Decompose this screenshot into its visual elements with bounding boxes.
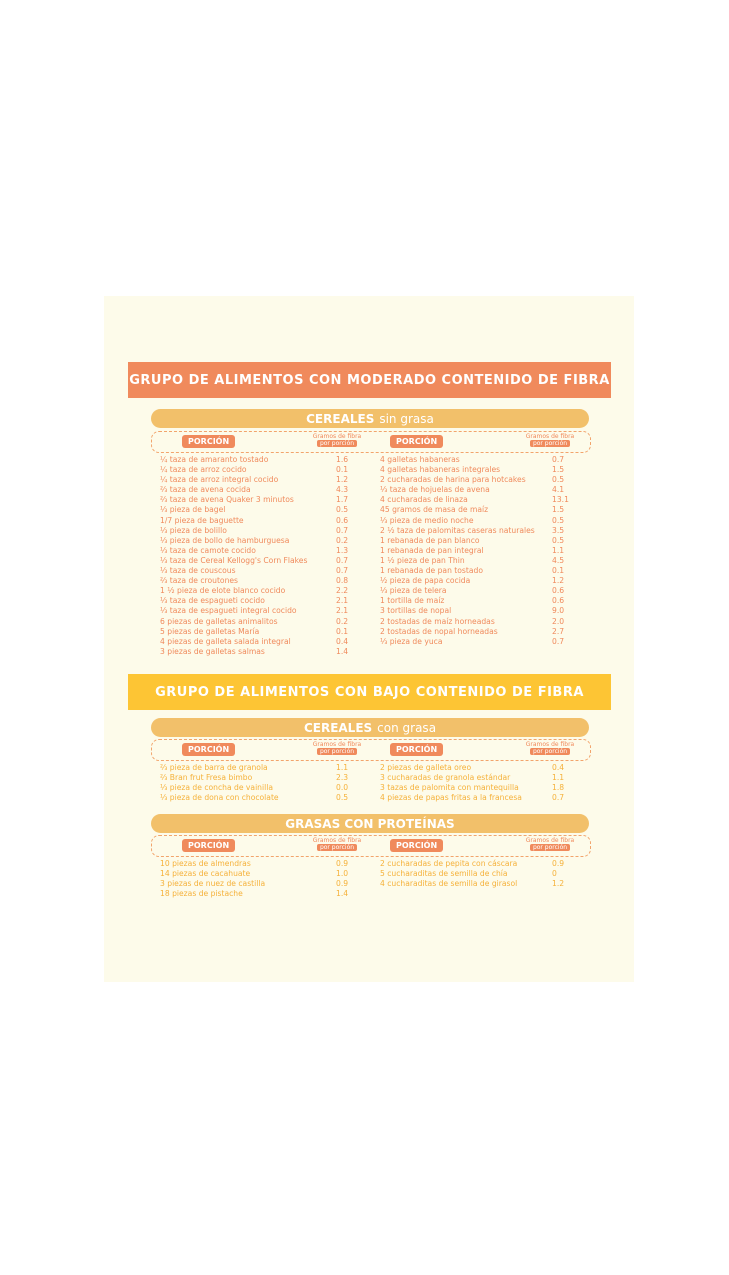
- fiber-grams: 1.3: [336, 545, 349, 555]
- fiber-grams: 1.4: [336, 889, 349, 899]
- fiber-grams: 1.2: [552, 879, 565, 889]
- food-portion: 4 piezas de papas fritas a la francesa: [380, 793, 522, 803]
- gramos-label: [522, 433, 578, 447]
- food-portion: 18 piezas de pistache: [160, 889, 243, 899]
- fiber-grams: 2.1: [336, 596, 349, 606]
- fiber-grams: 2.7: [552, 626, 565, 636]
- category-subtitle: con grasa: [377, 720, 437, 735]
- food-portion: 1 rebanada de pan integral: [380, 545, 484, 555]
- food-portion: 4 galletas habaneras: [380, 455, 460, 464]
- fiber-grams: 0.8: [336, 576, 349, 586]
- porcion-label: PORCIÓN: [182, 743, 235, 756]
- fiber-grams: 0.1: [336, 465, 349, 475]
- fiber-grams: 4.5: [552, 555, 565, 565]
- porcion-label: PORCIÓN: [182, 839, 235, 852]
- fiber-grams: 1.4: [336, 646, 349, 656]
- gramos-line-1: Gramos de fibra: [525, 837, 575, 844]
- porcion-label: PORCIÓN: [390, 743, 443, 756]
- column-header: [151, 835, 591, 857]
- fiber-grams: 0.7: [552, 455, 565, 464]
- low-fiber-title: GRUPO DE ALIMENTOS CON BAJO CONTENIDO DE FIBRA: [155, 684, 584, 700]
- fiber-grams: 0.7: [552, 636, 565, 646]
- porcion-label: PORCIÓN: [390, 435, 443, 448]
- food-portion: 10 piezas de almendras: [160, 859, 251, 868]
- fiber-grams: 0.5: [552, 535, 565, 545]
- food-portion: ⅓ pieza de bollo de hamburguesa: [160, 535, 290, 545]
- food-portion: 1 rebanada de pan tostado: [380, 566, 483, 576]
- food-portion: 3 tortillas de nopal: [380, 606, 452, 616]
- food-portion: 2 cucharadas de harina para hotcakes: [380, 475, 526, 485]
- food-portion: 4 cucharaditas de semilla de girasol: [380, 879, 518, 889]
- fiber-grams: 0.9: [336, 879, 349, 889]
- fiber-grams: 0.7: [552, 793, 565, 803]
- food-portion: 5 cucharaditas de semilla de chía: [380, 869, 508, 879]
- food-portion: 2 piezas de galleta oreo: [380, 763, 472, 772]
- food-portion: ⅔ taza de croutones: [160, 576, 239, 586]
- food-portion: 2 cucharadas de pepita con cáscara: [380, 859, 518, 868]
- food-portion: ⅔ taza de avena Quaker 3 minutos: [160, 495, 294, 505]
- food-portion: ⅔ pieza de barra de granola: [160, 763, 268, 772]
- food-portion: 3 piezas de nuez de castilla: [160, 879, 266, 889]
- fiber-grams: 1.2: [336, 475, 349, 485]
- food-portion: 4 galletas habaneras integrales: [380, 465, 501, 475]
- gramos-line-2: por porción: [530, 440, 570, 447]
- fiber-grams: 1.2: [552, 576, 565, 586]
- fiber-grams: 1.5: [552, 465, 565, 475]
- food-portion: 1 ½ pieza de elote blanco cocido: [160, 586, 286, 596]
- column-header: [151, 739, 591, 761]
- fiber-grams: 4.3: [336, 485, 349, 495]
- porcion-label: PORCIÓN: [390, 839, 443, 852]
- category-cereales-con-grasa: [151, 718, 589, 737]
- food-portion: ⅓ taza de camote cocido: [160, 545, 256, 555]
- gramos-line-2: por porción: [317, 440, 357, 447]
- gramos-label: [309, 741, 365, 755]
- food-portion: ⅓ taza de Cereal Kellogg's Corn Flakes: [160, 555, 308, 565]
- gramos-label: [522, 837, 578, 851]
- food-portion: ⅓ pieza de concha de vainilla: [160, 783, 273, 793]
- fiber-grams: 3.5: [552, 525, 565, 535]
- food-portion: ⅓ taza de espagueti integral cocido: [160, 606, 297, 616]
- fiber-grams: 0.5: [336, 793, 349, 803]
- fiber-grams: 1.8: [552, 783, 565, 793]
- fiber-grams: 0.5: [552, 515, 565, 525]
- fiber-grams: 0.6: [336, 515, 349, 525]
- fiber-grams: 0.1: [336, 626, 349, 636]
- fiber-grams: 2.1: [336, 606, 349, 616]
- food-portion: 1 rebanada de pan blanco: [380, 535, 480, 545]
- food-portion: ¼ taza de amaranto tostado: [160, 455, 269, 464]
- food-portion: 6 piezas de galletas animalitos: [160, 616, 278, 626]
- fiber-grams: 1.1: [336, 763, 349, 772]
- category-subtitle: sin grasa: [379, 411, 434, 426]
- moderate-fiber-banner: [128, 362, 611, 398]
- food-portion: ⅔ taza de avena cocida: [160, 485, 251, 495]
- fiber-grams: 0.4: [336, 636, 349, 646]
- food-portion: 45 gramos de masa de maíz: [380, 505, 489, 515]
- gramos-line-1: Gramos de fibra: [312, 433, 362, 440]
- food-portion: ⅓ pieza de medio noche: [380, 515, 474, 525]
- food-portion: 3 tazas de palomita con mantequilla: [380, 783, 519, 793]
- fiber-grams: 1.7: [336, 495, 349, 505]
- gramos-line-1: Gramos de fibra: [525, 741, 575, 748]
- fiber-grams: 0.2: [336, 535, 349, 545]
- fiber-grams: 2.2: [336, 586, 349, 596]
- fiber-grams: 2.0: [552, 616, 565, 626]
- food-portion: ¼ taza de arroz integral cocido: [160, 475, 279, 485]
- food-portion: ⅓ pieza de yuca: [380, 636, 443, 646]
- fiber-grams: 0.9: [552, 859, 565, 868]
- fiber-grams: 1.6: [336, 455, 349, 464]
- food-portion: 2 tostadas de maíz horneadas: [380, 616, 495, 626]
- fiber-grams: 0.7: [336, 525, 349, 535]
- fiber-grams: 2.3: [336, 773, 349, 783]
- food-portion: 1/7 pieza de baguette: [160, 515, 244, 525]
- food-portion: 4 piezas de galleta salada integral: [160, 636, 291, 646]
- column-header: [151, 431, 591, 453]
- food-portion: ⅔ Bran frut Fresa bimbo: [160, 773, 253, 783]
- fiber-grams: 0.9: [336, 859, 349, 868]
- gramos-line-2: por porción: [317, 844, 357, 851]
- fiber-grams: 0.0: [336, 783, 349, 793]
- gramos-line-1: Gramos de fibra: [312, 837, 362, 844]
- food-portion: 5 piezas de galletas María: [160, 626, 260, 636]
- fiber-grams: 13.1: [552, 495, 569, 505]
- food-portion: ¼ taza de arroz cocido: [160, 465, 247, 475]
- fiber-grams: 0.2: [336, 616, 349, 626]
- moderate-fiber-title: GRUPO DE ALIMENTOS CON MODERADO CONTENIDO DE FIBRA: [129, 372, 610, 388]
- food-portion: 3 cucharadas de granola estándar: [380, 773, 511, 783]
- gramos-label: [309, 837, 365, 851]
- fiber-grams: 0.7: [336, 566, 349, 576]
- category-cereales-sin-grasa: [151, 409, 589, 428]
- food-portion: 3 piezas de galletas salmas: [160, 646, 265, 656]
- gramos-line-2: por porción: [317, 748, 357, 755]
- fiber-grams: 1.5: [552, 505, 565, 515]
- category-title: CEREALES: [306, 411, 375, 426]
- food-portion: 2 ½ taza de palomitas caseras naturales: [380, 525, 535, 535]
- fiber-grams: 0.5: [336, 505, 349, 515]
- food-portion: ⅓ pieza de bolillo: [160, 525, 227, 535]
- gramos-line-1: Gramos de fibra: [312, 741, 362, 748]
- food-portion: 2 tostadas de nopal horneadas: [380, 626, 498, 636]
- gramos-line-2: por porción: [530, 844, 570, 851]
- food-portion: 1 ½ pieza de pan Thin: [380, 555, 465, 565]
- gramos-label: [522, 741, 578, 755]
- porcion-label: PORCIÓN: [182, 435, 235, 448]
- gramos-label: [309, 433, 365, 447]
- fiber-grams: 0.6: [552, 596, 565, 606]
- food-portion: 4 cucharadas de linaza: [380, 495, 468, 505]
- fiber-grams: 9.0: [552, 606, 565, 616]
- fiber-grams: 0.5: [552, 475, 565, 485]
- fiber-grams: 4.1: [552, 485, 565, 495]
- food-portion: ⅓ taza de espagueti cocido: [160, 596, 265, 606]
- food-portion: ⅓ taza de hojuelas de avena: [380, 485, 490, 495]
- fiber-grams: 0.4: [552, 763, 565, 772]
- food-portion: ⅓ taza de couscous: [160, 566, 236, 576]
- food-portion: 14 piezas de cacahuate: [160, 869, 251, 879]
- category-grasas-con-proteinas: [151, 814, 589, 833]
- gramos-line-2: por porción: [530, 748, 570, 755]
- fiber-grams: 0.7: [336, 555, 349, 565]
- gramos-line-1: Gramos de fibra: [525, 433, 575, 440]
- fiber-grams: 0.6: [552, 586, 565, 596]
- fiber-grams: 1.0: [336, 869, 349, 879]
- category-title: GRASAS CON PROTEÍNAS: [285, 816, 455, 831]
- category-title: CEREALES: [303, 720, 373, 735]
- food-portion: ⅓ pieza de dona con chocolate: [160, 793, 279, 803]
- fiber-grams: 1.1: [552, 773, 565, 783]
- fiber-grams: 0: [552, 869, 557, 879]
- food-portion: ½ pieza de papa cocida: [380, 576, 471, 586]
- food-portion: ⅓ pieza de bagel: [160, 505, 226, 515]
- low-fiber-banner: [128, 674, 611, 710]
- food-portion: 1 tortilla de maíz: [380, 596, 445, 606]
- fiber-grams: 0.1: [552, 566, 565, 576]
- fiber-grams: 1.1: [552, 545, 565, 555]
- food-portion: ⅓ pieza de telera: [380, 586, 447, 596]
